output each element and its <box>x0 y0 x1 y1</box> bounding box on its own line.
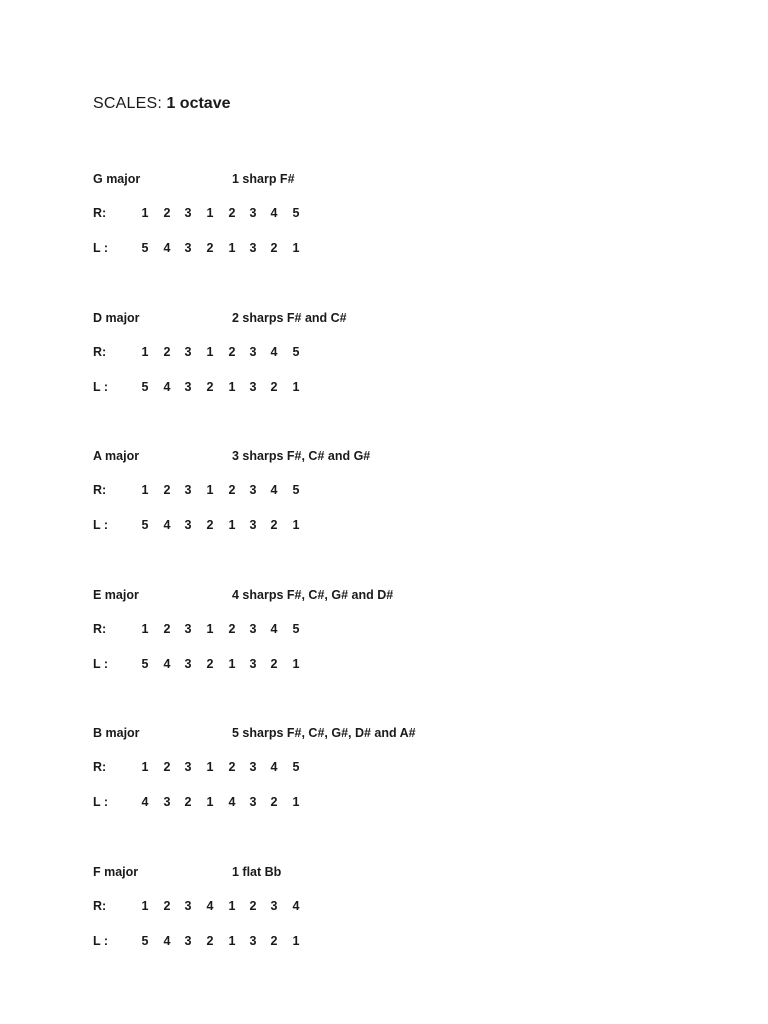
finger-number: 4 <box>270 206 278 220</box>
finger-number: 2 <box>228 483 236 498</box>
finger-number: 1 <box>292 656 300 671</box>
finger-number: 4 <box>206 899 214 913</box>
finger-number: 3 <box>249 206 257 220</box>
finger-number: 1 <box>228 934 236 948</box>
finger-number: 2 <box>206 656 214 671</box>
finger-number: 3 <box>163 795 171 810</box>
finger-number: 1 <box>228 899 236 913</box>
finger-number: 3 <box>270 899 278 913</box>
finger-number: 4 <box>270 760 278 775</box>
finger-number: 4 <box>228 795 236 810</box>
title-scales: SCALES: <box>93 95 162 112</box>
finger-number: 2 <box>206 379 214 394</box>
right-hand-label: R: <box>93 206 107 220</box>
key-signature: 4 sharps F#, C#, G# and D# <box>232 587 394 602</box>
finger-number: 3 <box>249 379 257 394</box>
scale-section <box>93 587 693 677</box>
finger-number: 1 <box>228 518 236 533</box>
title-octave: 1 octave <box>166 95 231 112</box>
finger-number: 4 <box>163 934 171 948</box>
finger-number: 1 <box>141 621 149 636</box>
right-hand-label: R: <box>93 899 107 913</box>
finger-number: 2 <box>206 518 214 533</box>
finger-number: 4 <box>163 656 171 671</box>
finger-number: 5 <box>141 241 149 255</box>
finger-number: 3 <box>184 206 192 220</box>
finger-number: 2 <box>270 379 278 394</box>
finger-number: 5 <box>141 518 149 533</box>
finger-number: 5 <box>292 621 300 636</box>
finger-number: 1 <box>206 795 214 810</box>
page-title <box>93 94 231 114</box>
scale-key-name: F major <box>93 865 139 879</box>
finger-number: 3 <box>249 621 257 636</box>
finger-number: 5 <box>141 379 149 394</box>
finger-number: 1 <box>292 795 300 810</box>
finger-number: 2 <box>163 344 171 359</box>
finger-number: 1 <box>292 518 300 533</box>
finger-number: 4 <box>270 483 278 498</box>
finger-number: 5 <box>292 760 300 775</box>
finger-number: 3 <box>184 760 192 775</box>
finger-number: 2 <box>163 621 171 636</box>
finger-number: 2 <box>228 621 236 636</box>
finger-number: 2 <box>206 934 214 948</box>
finger-number: 1 <box>141 483 149 498</box>
finger-number: 3 <box>249 518 257 533</box>
right-hand-label: R: <box>93 483 107 498</box>
left-hand-label: L : <box>93 934 109 948</box>
right-hand-label: R: <box>93 760 107 775</box>
finger-number: 3 <box>184 241 192 255</box>
finger-number: 5 <box>292 483 300 498</box>
finger-number: 3 <box>184 899 192 913</box>
finger-number: 2 <box>270 656 278 671</box>
left-hand-label: L : <box>93 379 109 394</box>
finger-number: 1 <box>206 483 214 498</box>
finger-number: 1 <box>228 656 236 671</box>
scale-key-name: D major <box>93 310 140 325</box>
right-hand-label: R: <box>93 621 107 636</box>
finger-number: 2 <box>163 483 171 498</box>
finger-number: 3 <box>184 518 192 533</box>
finger-number: 4 <box>270 621 278 636</box>
finger-number: 3 <box>249 483 257 498</box>
finger-number: 3 <box>184 344 192 359</box>
finger-number: 1 <box>228 379 236 394</box>
finger-number: 2 <box>206 241 214 255</box>
finger-number: 1 <box>141 760 149 775</box>
scale-section <box>93 171 693 261</box>
finger-number: 4 <box>292 899 300 913</box>
finger-number: 2 <box>228 344 236 359</box>
right-hand-label: R: <box>93 344 107 359</box>
finger-number: 3 <box>249 795 257 810</box>
scale-key-name: G major <box>93 172 141 186</box>
left-hand-label: L : <box>93 241 109 255</box>
scale-key-name: B major <box>93 726 140 741</box>
finger-number: 4 <box>163 379 171 394</box>
finger-number: 3 <box>184 379 192 394</box>
finger-number: 4 <box>163 518 171 533</box>
finger-number: 5 <box>141 934 149 948</box>
finger-number: 1 <box>228 241 236 255</box>
finger-number: 1 <box>206 206 214 220</box>
finger-number: 1 <box>206 344 214 359</box>
scale-key-name: E major <box>93 587 139 602</box>
scale-key-name: A major <box>93 449 140 464</box>
left-hand-label: L : <box>93 795 109 810</box>
finger-number: 3 <box>249 344 257 359</box>
finger-number: 3 <box>184 934 192 948</box>
key-signature: 1 sharp F# <box>232 172 295 186</box>
key-signature: 2 sharps F# and C# <box>232 310 347 325</box>
finger-number: 3 <box>184 621 192 636</box>
finger-number: 1 <box>292 379 300 394</box>
left-hand-label: L : <box>93 518 109 533</box>
key-signature: 1 flat Bb <box>232 865 282 879</box>
finger-number: 2 <box>270 241 278 255</box>
finger-number: 4 <box>163 241 171 255</box>
finger-number: 1 <box>206 760 214 775</box>
finger-number: 3 <box>249 241 257 255</box>
finger-number: 5 <box>292 344 300 359</box>
finger-number: 2 <box>163 206 171 220</box>
finger-number: 2 <box>270 518 278 533</box>
left-hand-label: L : <box>93 656 109 671</box>
finger-number: 2 <box>249 899 257 913</box>
finger-number: 2 <box>184 795 192 810</box>
finger-number: 2 <box>270 795 278 810</box>
finger-number: 2 <box>228 206 236 220</box>
finger-number: 1 <box>206 621 214 636</box>
finger-number: 2 <box>163 760 171 775</box>
finger-number: 5 <box>292 206 300 220</box>
finger-number: 2 <box>163 899 171 913</box>
finger-number: 1 <box>141 899 149 913</box>
finger-number: 3 <box>249 934 257 948</box>
scale-section <box>93 310 693 400</box>
finger-number: 5 <box>141 656 149 671</box>
finger-number: 3 <box>249 760 257 775</box>
scale-section <box>93 725 693 815</box>
finger-number: 4 <box>270 344 278 359</box>
scale-section <box>93 448 693 538</box>
finger-number: 1 <box>141 206 149 220</box>
finger-number: 2 <box>228 760 236 775</box>
finger-number: 4 <box>141 795 149 810</box>
key-signature: 5 sharps F#, C#, G#, D# and A# <box>232 726 416 741</box>
finger-number: 2 <box>270 934 278 948</box>
scale-section <box>93 864 693 954</box>
finger-number: 3 <box>184 483 192 498</box>
finger-number: 3 <box>184 656 192 671</box>
finger-number: 1 <box>292 934 300 948</box>
finger-number: 3 <box>249 656 257 671</box>
finger-number: 1 <box>292 241 300 255</box>
key-signature: 3 sharps F#, C# and G# <box>232 449 371 464</box>
finger-number: 1 <box>141 344 149 359</box>
